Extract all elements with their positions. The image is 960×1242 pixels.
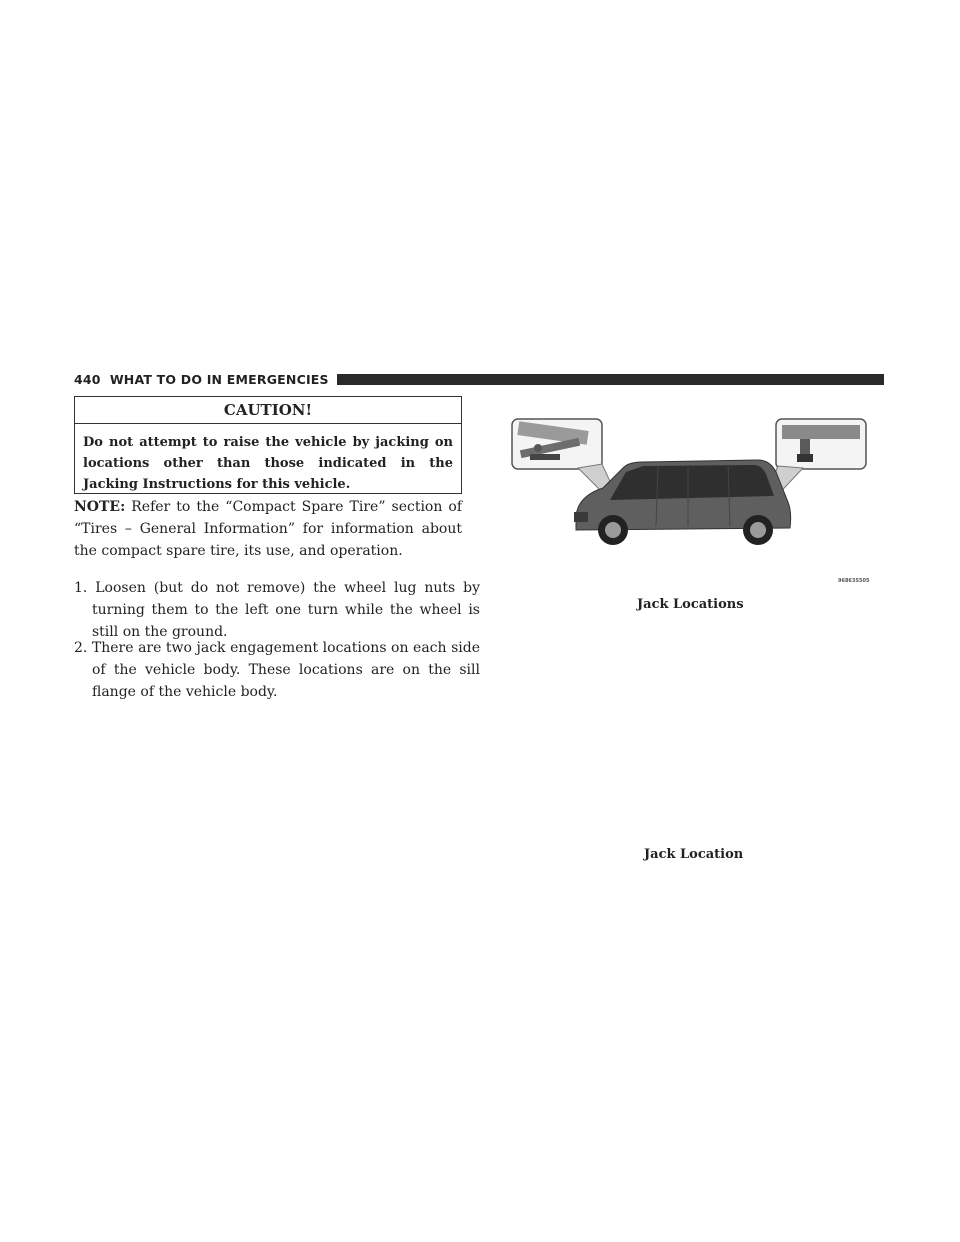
note-label: NOTE: [74, 499, 126, 515]
figure-code: 96863S505 [838, 578, 870, 584]
header-rule [337, 374, 884, 385]
section-title: WHAT TO DO IN EMERGENCIES [109, 371, 329, 387]
note-paragraph [74, 496, 462, 562]
caution-text: Do not attempt to raise the vehicle by jacking on locations other than those indicated in the Jacking Instructions for this vehicle. [83, 435, 453, 492]
figure-caption-jack-location: Jack Location [644, 847, 744, 862]
step-2: 2. There are two jack engagement locations on each side of the vehicle body. These locations are on the sill flange of the vehicle body. [74, 640, 480, 700]
rear-jack-point-callout [776, 419, 866, 469]
caution-title: CAUTION! [75, 397, 461, 424]
page-number: 440 [74, 371, 101, 387]
caution-box [74, 396, 462, 494]
note-text: Refer to the “Compact Spare Tire” section of “Tires – General Information” for information about the compact spare tire, its use, and operation. [74, 499, 462, 559]
step-1: 1. Loosen (but do not remove) the wheel lug nuts by turning them to the left one turn while the wheel is still on the ground. [74, 580, 480, 640]
page-header-label [74, 372, 329, 387]
figure-caption-jack-locations: Jack Locations [637, 597, 744, 612]
page-header [74, 372, 884, 386]
front-jack-point-callout [512, 419, 602, 469]
jack-locations-illustration [508, 416, 870, 576]
